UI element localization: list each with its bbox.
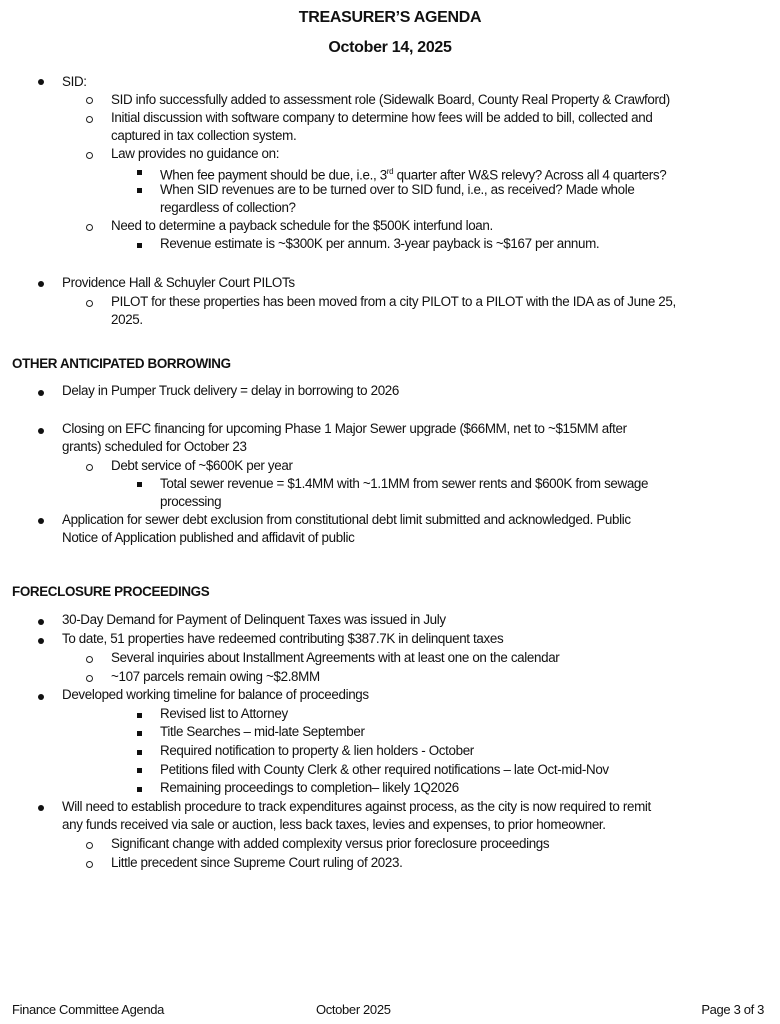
bullet-icon bbox=[38, 390, 44, 396]
circle-bullet-icon bbox=[86, 152, 93, 159]
document-title: TREASURER’S AGENDA bbox=[298, 9, 482, 26]
pumper-item: Delay in Pumper Truck delivery = delay in borrowing to 2026 bbox=[62, 383, 399, 398]
square-bullet-icon bbox=[137, 188, 142, 193]
bullet-icon bbox=[38, 281, 44, 287]
bullet-icon bbox=[38, 428, 44, 434]
revenue-item: Revenue estimate is ~$300K per annum. 3-year payback is ~$167 per annum. bbox=[160, 236, 600, 251]
payback-item: Need to determine a payback schedule for the $500K interfund loan. bbox=[111, 218, 493, 233]
sewer-revenue-item: Total sewer revenue = $1.4MM with ~1.1MM from sewer rents and $600K from sewage bbox=[160, 476, 649, 491]
bullet-icon bbox=[38, 518, 44, 524]
application-item: Application for sewer debt exclusion from constitutional debt limit submitted and acknowledged. Public bbox=[62, 512, 631, 527]
timeline-item: Developed working timeline for balance of proceedings bbox=[62, 687, 369, 702]
bullet-icon bbox=[38, 694, 44, 700]
circle-bullet-icon bbox=[86, 116, 93, 123]
section-heading-foreclosure: FORECLOSURE PROCEEDINGS bbox=[12, 584, 210, 599]
footer-left: Finance Committee Agenda bbox=[12, 1002, 165, 1017]
square-bullet-icon bbox=[137, 768, 142, 773]
timeline-subitem: Title Searches – mid-late September bbox=[160, 724, 365, 739]
sid-item-cont: captured in tax collection system. bbox=[111, 128, 297, 143]
procedure-item: Will need to establish procedure to track expenditures against process, as the city is now required to remit bbox=[62, 799, 651, 814]
bullet-icon bbox=[38, 79, 44, 85]
circle-bullet-icon bbox=[86, 300, 93, 307]
circle-bullet-icon bbox=[86, 656, 93, 663]
square-bullet-icon bbox=[137, 787, 142, 792]
circle-bullet-icon bbox=[86, 97, 93, 104]
timeline-subitem: Required notification to property & lien holders - October bbox=[160, 743, 474, 758]
guidance-item: When fee payment should be due, i.e., 3rd quarter after W&S relevy? Across all 4 quarters? bbox=[160, 167, 667, 183]
efc-item: Closing on EFC financing for upcoming Phase 1 Major Sewer upgrade ($66MM, net to ~$15MM after bbox=[62, 421, 627, 436]
inquiries-item: Several inquiries about Installment Agreements with at least one on the calendar bbox=[111, 650, 560, 665]
footer-center: October 2025 bbox=[316, 1002, 391, 1017]
application-item-cont: Notice of Application published and affidavit of public bbox=[62, 530, 355, 545]
redeemed-item: To date, 51 properties have redeemed contributing $387.7K in delinquent taxes bbox=[62, 631, 504, 646]
square-bullet-icon bbox=[137, 482, 142, 487]
sid-item: SID info successfully added to assessment role (Sidewalk Board, County Real Property & Crawford) bbox=[111, 92, 670, 107]
circle-bullet-icon bbox=[86, 861, 93, 868]
square-bullet-icon bbox=[137, 243, 142, 248]
debt-service-item: Debt service of ~$600K per year bbox=[111, 458, 293, 473]
parcels-item: ~107 parcels remain owing ~$2.8MM bbox=[111, 669, 320, 684]
bullet-icon bbox=[38, 619, 44, 625]
timeline-subitem: Revised list to Attorney bbox=[160, 706, 288, 721]
sewer-revenue-item-cont: processing bbox=[160, 494, 222, 509]
sid-item: Law provides no guidance on: bbox=[111, 146, 280, 161]
pilot-item: PILOT for these properties has been moved from a city PILOT to a PILOT with the IDA as of June 25, bbox=[111, 294, 676, 309]
timeline-subitem: Petitions filed with County Clerk & other required notifications – late Oct-mid-Nov bbox=[160, 762, 609, 777]
guidance-item: When SID revenues are to be turned over to SID fund, i.e., as received? Made whole bbox=[160, 182, 635, 197]
pilots-label: Providence Hall & Schuyler Court PILOTs bbox=[62, 275, 295, 290]
document-date: October 14, 2025 bbox=[328, 39, 452, 56]
bullet-icon bbox=[38, 805, 44, 811]
circle-bullet-icon bbox=[86, 675, 93, 682]
bullet-icon bbox=[38, 638, 44, 644]
square-bullet-icon bbox=[137, 170, 142, 175]
square-bullet-icon bbox=[137, 731, 142, 736]
footer-right: Page 3 of 3 bbox=[701, 1002, 764, 1017]
guidance-item-cont: regardless of collection? bbox=[160, 200, 296, 215]
demand-item: 30-Day Demand for Payment of Delinquent Taxes was issued in July bbox=[62, 612, 446, 627]
efc-item-cont: grants) scheduled for October 23 bbox=[62, 439, 247, 454]
sid-item: Initial discussion with software company to determine how fees will be added to bill, collected and bbox=[111, 110, 653, 125]
circle-bullet-icon bbox=[86, 224, 93, 231]
square-bullet-icon bbox=[137, 750, 142, 755]
sid-label: SID: bbox=[62, 74, 87, 89]
significant-item: Significant change with added complexity versus prior foreclosure proceedings bbox=[111, 836, 550, 851]
circle-bullet-icon bbox=[86, 842, 93, 849]
section-heading-borrowing: OTHER ANTICIPATED BORROWING bbox=[12, 356, 231, 371]
precedent-item: Little precedent since Supreme Court ruling of 2023. bbox=[111, 855, 403, 870]
procedure-item-cont: any funds received via sale or auction, less back taxes, levies and expenses, to prior homeowner. bbox=[62, 817, 606, 832]
pilot-item-cont: 2025. bbox=[111, 312, 143, 327]
square-bullet-icon bbox=[137, 713, 142, 718]
circle-bullet-icon bbox=[86, 464, 93, 471]
timeline-subitem: Remaining proceedings to completion– likely 1Q2026 bbox=[160, 780, 459, 795]
